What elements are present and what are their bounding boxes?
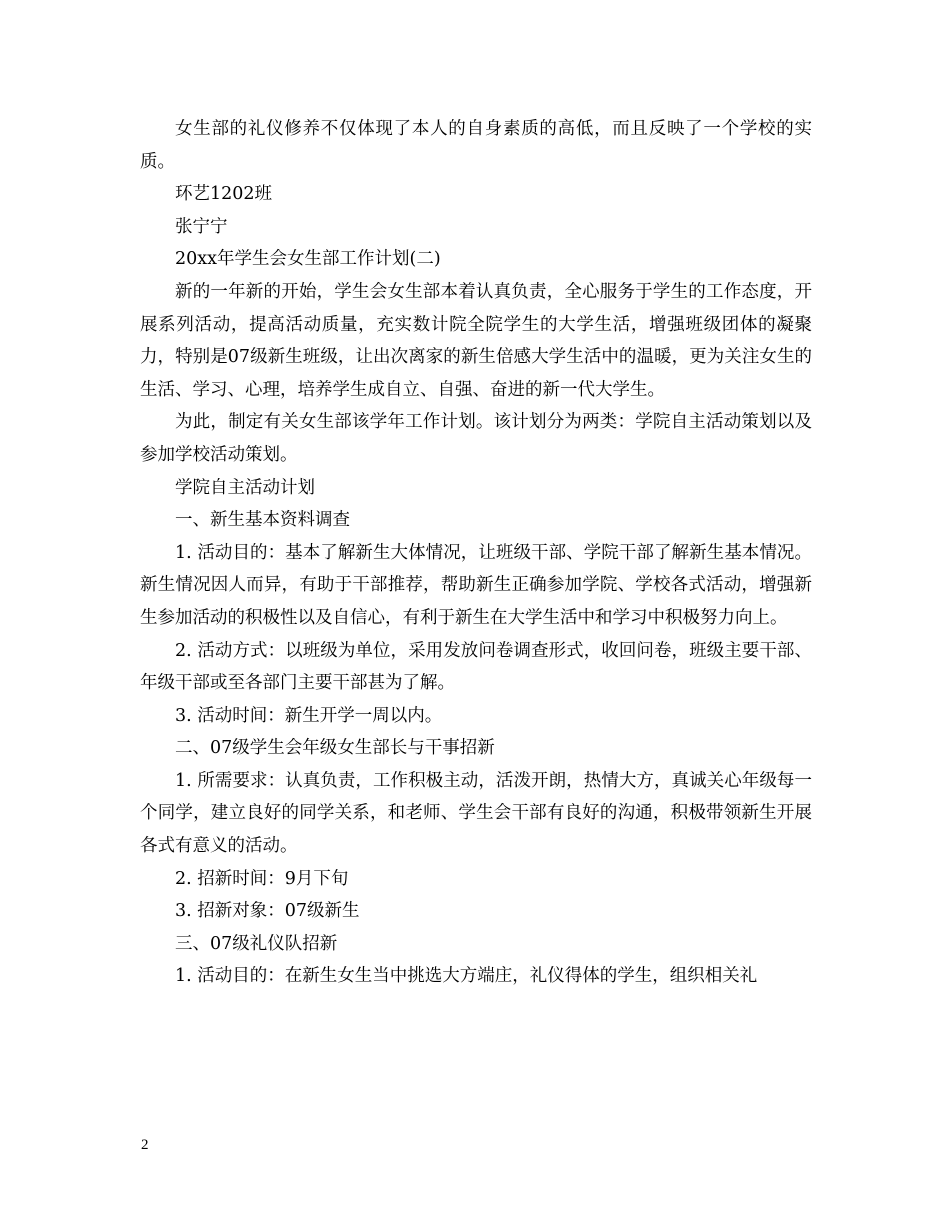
paragraph: 张宁宁 — [175, 216, 228, 237]
paragraph: 为此，制定有关女生部该学年工作计划。该计划分为两类：学院自主活动策划以及参加学校活动策划。 — [140, 412, 812, 465]
document-body — [140, 113, 812, 993]
page-number: 2 — [141, 1137, 149, 1153]
paragraph: 二、07级学生会年级女生部长与干事招新 — [175, 738, 495, 759]
paragraph: 20xx年学生会女生部工作计划(二) — [175, 249, 441, 270]
paragraph: 2. 活动方式：以班级为单位，采用发放问卷调查形式，收回问卷，班级主要干部、年级干部或至各部门主要干部甚为了解。 — [140, 640, 812, 694]
paragraph: 2. 招新时间：9月下旬 — [175, 868, 349, 889]
paragraph: 1. 活动目的：在新生女生当中挑选大方端庄，礼仪得体的学生，组织相关礼 — [175, 966, 758, 987]
paragraph: 3. 招新对象：07级新生 — [175, 901, 360, 922]
paragraph: 三、07级礼仪队招新 — [175, 933, 338, 954]
paragraph: 1. 活动目的：基本了解新生大体情况，让班级干部、学院干部了解新生基本情况。新生情况因人而异，有助于干部推荐，帮助新生正确参加学院、学校各式活动，增强新生参加活动的积极性以及自信心，有利于新生在大学生活中和学习中积极努力向上。 — [140, 542, 812, 628]
paragraph: 3. 活动时间：新生开学一周以内。 — [175, 705, 443, 726]
paragraph: 一、新生基本资料调查 — [175, 510, 350, 531]
paragraph: 新的一年新的开始，学生会女生部本着认真负责，全心服务于学生的工作态度，开展系列活动，提高活动质量，充实数计院全院学生的大学生活，增强班级团体的凝聚力，特别是07级新生班级，让出次离家的新生倍感大学生活中的温暖，更为关注女生的生活、学习、心理，培养学生成自立、自强、奋进的新一代大学生。 — [140, 281, 812, 400]
paragraph: 环艺1202班 — [175, 184, 273, 205]
paragraph: 学院自主活动计划 — [175, 477, 315, 498]
paragraph: 女生部的礼仪修养不仅体现了本人的自身素质的高低，而且反映了一个学校的实质。 — [140, 119, 812, 172]
paragraph: 1. 所需要求：认真负责，工作积极主动，活泼开朗，热情大方，真诚关心年级每一个同学，建立良好的同学关系，和老师、学生会干部有良好的沟通，积极带领新生开展各式有意义的活动。 — [140, 770, 812, 857]
